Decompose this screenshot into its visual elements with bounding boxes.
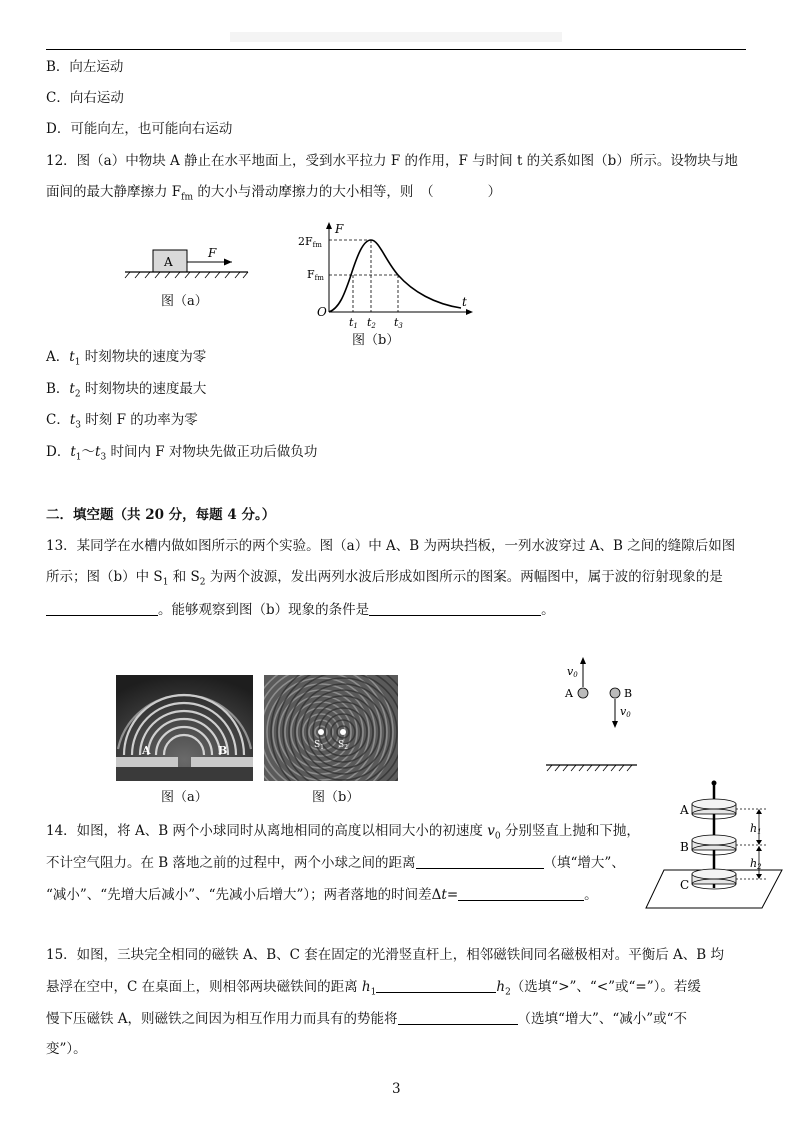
force-arrow-head	[224, 259, 232, 266]
q14-line3: “减小”、“先增大后减小”、“先减小后增大”）；两者落地的时间差Δt= 。	[46, 887, 598, 903]
barrier-a-label: A	[142, 744, 151, 757]
q15-line4: 变”）。	[46, 1041, 87, 1057]
velocity-down-arrow-head	[612, 721, 618, 728]
q15-line1: 15．如图，三块完全相同的磁铁 A、B、C 套在固定的光滑竖直杆上，相邻磁铁间同名磁极相对。平衡后 A、B 均	[46, 947, 725, 963]
t-axis-label: t	[462, 295, 467, 309]
q12-option-c: C．$t_3$ 时刻 F 的功率为零	[46, 412, 198, 431]
h1-label: h1	[750, 822, 762, 836]
q14-figure	[540, 655, 640, 773]
q12-figure-b	[295, 220, 475, 330]
q12-option-b: B．$t_2$ 时刻物块的速度最大	[46, 381, 207, 400]
q12-option-d: D．$t_1\sim t_3$ 时间内 F 对物块先做正功后做负功	[46, 444, 318, 463]
q15-line3: 慢下压磁铁 A，则磁铁之间因为相互作用力而具有的势能将 （选填“增大”、“减小”或“不	[46, 1011, 688, 1027]
q11-option-c: C．向右运动	[46, 90, 124, 106]
header-rule	[46, 49, 746, 50]
q11-option-b: B．向左运动	[46, 59, 124, 75]
ball-a-label: A	[565, 687, 573, 700]
q15-line2: 悬浮在空中，C 在桌面上，则相邻两块磁铁间的距离 $h_1$ $h_2$（选填“>”、“<”或“=”）。若缓	[46, 979, 701, 998]
source-s1-label: $S_1$	[314, 740, 324, 751]
q13-photo-a	[116, 675, 253, 781]
q13-line1: 13．某同学在水槽内做如图所示的两个实验。图（a）中 A、B 为两块挡板，一列水波穿过 A、B 之间的缝隙后如图	[46, 538, 736, 554]
q12-stem-line1: 12．图（a）中物块 A 静止在水平地面上，受到水平拉力 F 的作用，F 与时间 t 的关系如图（b）所示。设物块与地	[46, 153, 738, 169]
ball-b-label: B	[624, 687, 633, 700]
q12-figure-a-caption: 图（a）	[161, 294, 208, 309]
y-tick-2ffm: 2Ffm	[298, 235, 322, 249]
q13-photo-b-caption: 图（b）	[312, 790, 360, 805]
magnet-b-label: B	[680, 840, 689, 854]
barrier-b-label: B	[218, 744, 228, 757]
velocity-down-label: v0	[620, 705, 631, 719]
f-axis-arrow	[326, 222, 332, 229]
section-2-heading: 二．填空题（共 20 分，每题 4 分。）	[46, 507, 276, 523]
ball-b	[610, 688, 620, 698]
t2-tick: t2	[367, 316, 376, 330]
q15-answer-blank-2[interactable]	[398, 1009, 518, 1025]
barrier-a	[116, 757, 178, 767]
velocity-up-arrow-head	[580, 657, 586, 664]
header-bar	[230, 32, 562, 42]
force-label: F	[208, 246, 217, 260]
q13-answer-blank-1[interactable]	[46, 600, 158, 616]
h2-label: h2	[750, 857, 762, 871]
q12-figure-b-caption: 图（b）	[352, 333, 400, 348]
guide-lines	[329, 240, 398, 312]
q13-photo-a-caption: 图（a）	[161, 790, 208, 805]
source-s1	[318, 729, 324, 735]
page-number: 3	[392, 1081, 401, 1097]
q12-stem-line2: 面间的最大静摩擦力 $F_{fm}$ 的大小与滑动摩擦力的大小相等，则 （ ）	[46, 184, 502, 203]
ball-a	[578, 688, 588, 698]
force-curve	[329, 240, 461, 312]
origin-label: O	[317, 305, 327, 319]
f-axis-label: F	[335, 222, 344, 236]
q14-answer-blank-2[interactable]	[458, 885, 584, 901]
q12-figure-a	[120, 236, 255, 296]
barrier-b	[191, 757, 253, 767]
velocity-up-label: v0	[567, 665, 578, 679]
q14-line2: 不计空气阻力。在 B 落地之前的过程中，两个小球之间的距离 （填“增大”、	[46, 855, 625, 871]
magnet-a-label: A	[680, 803, 689, 817]
source-s2	[340, 729, 346, 735]
q15-figure	[644, 778, 784, 916]
source-s2-label: $S_2$	[338, 740, 348, 751]
t-axis-arrow	[466, 309, 473, 315]
q12-option-a: A．$t_1$ 时刻物块的速度为零	[46, 349, 207, 368]
q13-line3: 。能够观察到图（b）现象的条件是 。	[46, 600, 555, 619]
q13-answer-blank-2[interactable]	[369, 600, 541, 616]
q13-photo-b	[264, 675, 398, 781]
magnet-c-label: C	[680, 878, 690, 892]
ground-hatch	[547, 765, 632, 771]
ground-hatch	[125, 272, 248, 278]
q15-answer-blank-1[interactable]	[376, 977, 496, 993]
q14-line1: 14．如图，将 A、B 两个小球同时从离地相同的高度以相同大小的初速度 $v_0$ 分别竖直上抛和下抛，	[46, 823, 640, 842]
q13-line2: 所示；图（b）中 $S_1$ 和 $S_2$ 为两个波源，发出两列水波后形成如图所示的图案。两幅图中，属于波的衍射现象的是	[46, 569, 723, 588]
block-a-label: A	[164, 255, 173, 269]
t1-tick: t1	[349, 316, 358, 330]
y-tick-ffm: Ffm	[307, 268, 324, 282]
t3-tick: t3	[394, 316, 403, 330]
q14-answer-blank-1[interactable]	[416, 853, 544, 869]
q11-option-d: D．可能向左，也可能向右运动	[46, 121, 233, 137]
